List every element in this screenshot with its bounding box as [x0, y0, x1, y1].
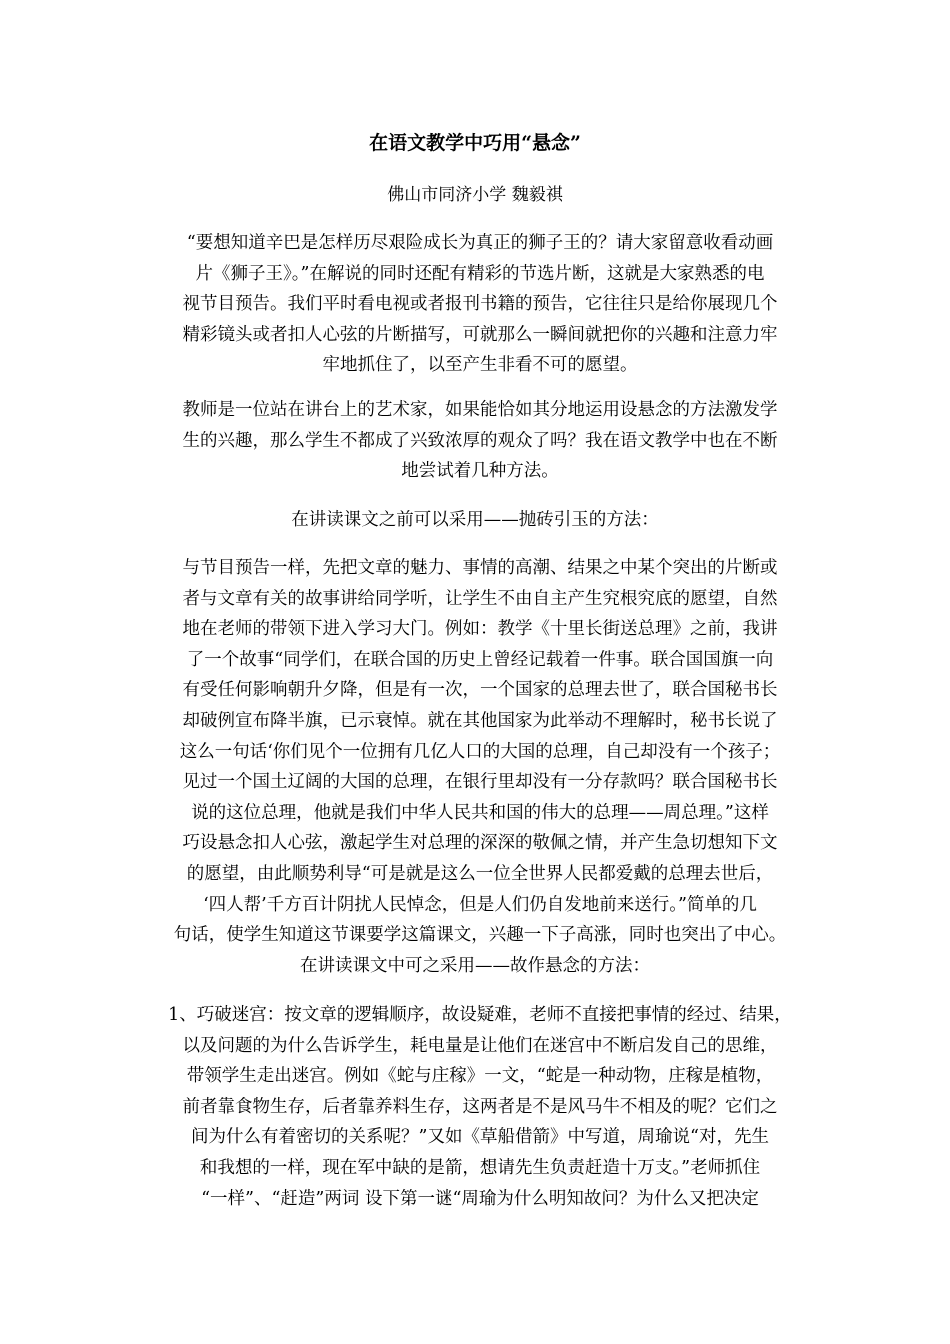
text-line: 牢地抓住了，以至产生非看不可的愿望。	[322, 355, 638, 376]
text-line: 句话，使学生知道这节课要学这篇课文，兴趣一下子高涨，同时也突出了中心。	[173, 925, 787, 946]
text-line: “要想知道辛巴是怎样历尽艰险成长为真正的狮子王的？请大家留意收看动画	[186, 233, 774, 253]
text-line: 间为什么有着密切的关系呢？”又如《草船借箭》中写道，周瑜说“对，先生	[191, 1127, 769, 1148]
text-line: 前者靠食物生存，后者靠养料生存，这两者是不是风马牛不相及的呢？它们之	[182, 1096, 778, 1117]
text-line: 生的兴趣，那么学生不都成了兴致浓厚的观众了吗？我在语文教学中也在不断	[182, 430, 778, 451]
paragraph-method-1	[140, 553, 820, 951]
text-line: 和我想的一样，现在军中缺的是箭，想请先生负责赶造十万支。”老师抓住	[199, 1157, 761, 1178]
text-line: 这么一句话‘你们见个一位拥有几亿人口的大国的总理，自己却没有一个孩子；	[179, 741, 781, 762]
text-line: 巧设悬念扣人心弦，激起学生对总理的深深的敬佩之情，并产生急切想知下文	[182, 833, 778, 854]
paragraph-method-2	[140, 1000, 820, 1214]
text-line: 视节目预告。我们平时看电视或者报刊书籍的预告，它往往只是给你展现几个	[182, 294, 778, 315]
section-heading-2: 在讲读课文中可之采用——故作悬念的方法：	[300, 956, 650, 976]
text-line: 了一个故事“同学们，在联合国的历史上曾经记载着一件事。联合国国旗一向	[186, 649, 774, 670]
text-line: 以及问题的为什么告诉学生，耗电量是让他们在迷宫中不断启发自己的思维，	[182, 1035, 778, 1056]
text-line: 地在老师的带领下进入学习大门。例如：教学《十里长街送总理》之前，我讲	[182, 619, 778, 640]
document-author: 佛山市同济小学 魏毅祺	[387, 185, 563, 205]
text-line: 说的这位总理，他就是我们中华人民共和国的伟大的总理——周总理。”这样	[191, 802, 769, 823]
text-line: 的愿望，由此顺势利导“可是就是这么一位全世界人民都爱戴的总理去世后，	[186, 863, 774, 884]
text-line: 精彩镜头或者扣人心弦的片断描写，可就那么一瞬间就把你的兴趣和注意力牢	[182, 324, 778, 345]
text-line: 带领学生走出迷宫。例如《蛇与庄稼》一文，“蛇是一种动物，庄稼是植物，	[186, 1066, 774, 1087]
text-line: 却破例宣布降半旗，已示衰悼。就在其他国家为此举动不理解时，秘书长说了	[182, 710, 778, 731]
text-line: “一样”、“赶造”两词 设下第一谜“周瑜为什么明知故问？为什么又把决定	[201, 1188, 759, 1209]
text-line: 者与文章有关的故事讲给同学听，让学生不由自主产生究根究底的愿望，自然	[182, 588, 778, 609]
text-line: 教师是一位站在讲台上的艺术家，如果能恰如其分地运用设悬念的方法激发学	[182, 400, 778, 420]
text-line: 与节目预告一样，先把文章的魅力、事情的高潮、结果之中某个突出的片断或	[182, 558, 778, 578]
text-line: ‘四人帮’千方百计阴扰人民悼念，但是人们仍自发地前来送行。”简单的几	[203, 894, 757, 915]
paragraph-teacher	[140, 395, 820, 487]
text-line: 见过一个国土辽阔的大国的总理，在银行里却没有一分存款吗？联合国秘书长	[182, 772, 778, 793]
paragraph-intro	[140, 228, 820, 381]
text-line: 地尝试着几种方法。	[401, 461, 559, 482]
text-line: 有受任何影响朝升夕降，但是有一次，一个国家的总理去世了，联合国秘书长	[182, 680, 778, 701]
text-line: 1、巧破迷宫：按文章的逻辑顺序，故设疑难，老师不直接把事情的经过、结果，	[168, 1005, 792, 1025]
section-heading-1: 在讲读课文之前可以采用——抛砖引玉的方法：	[291, 510, 659, 530]
text-line: 片《狮子王》。”在解说的同时还配有精彩的节选片断，这就是大家熟悉的电	[195, 263, 765, 284]
document-title: 在语文教学中巧用“悬念”	[369, 132, 581, 154]
